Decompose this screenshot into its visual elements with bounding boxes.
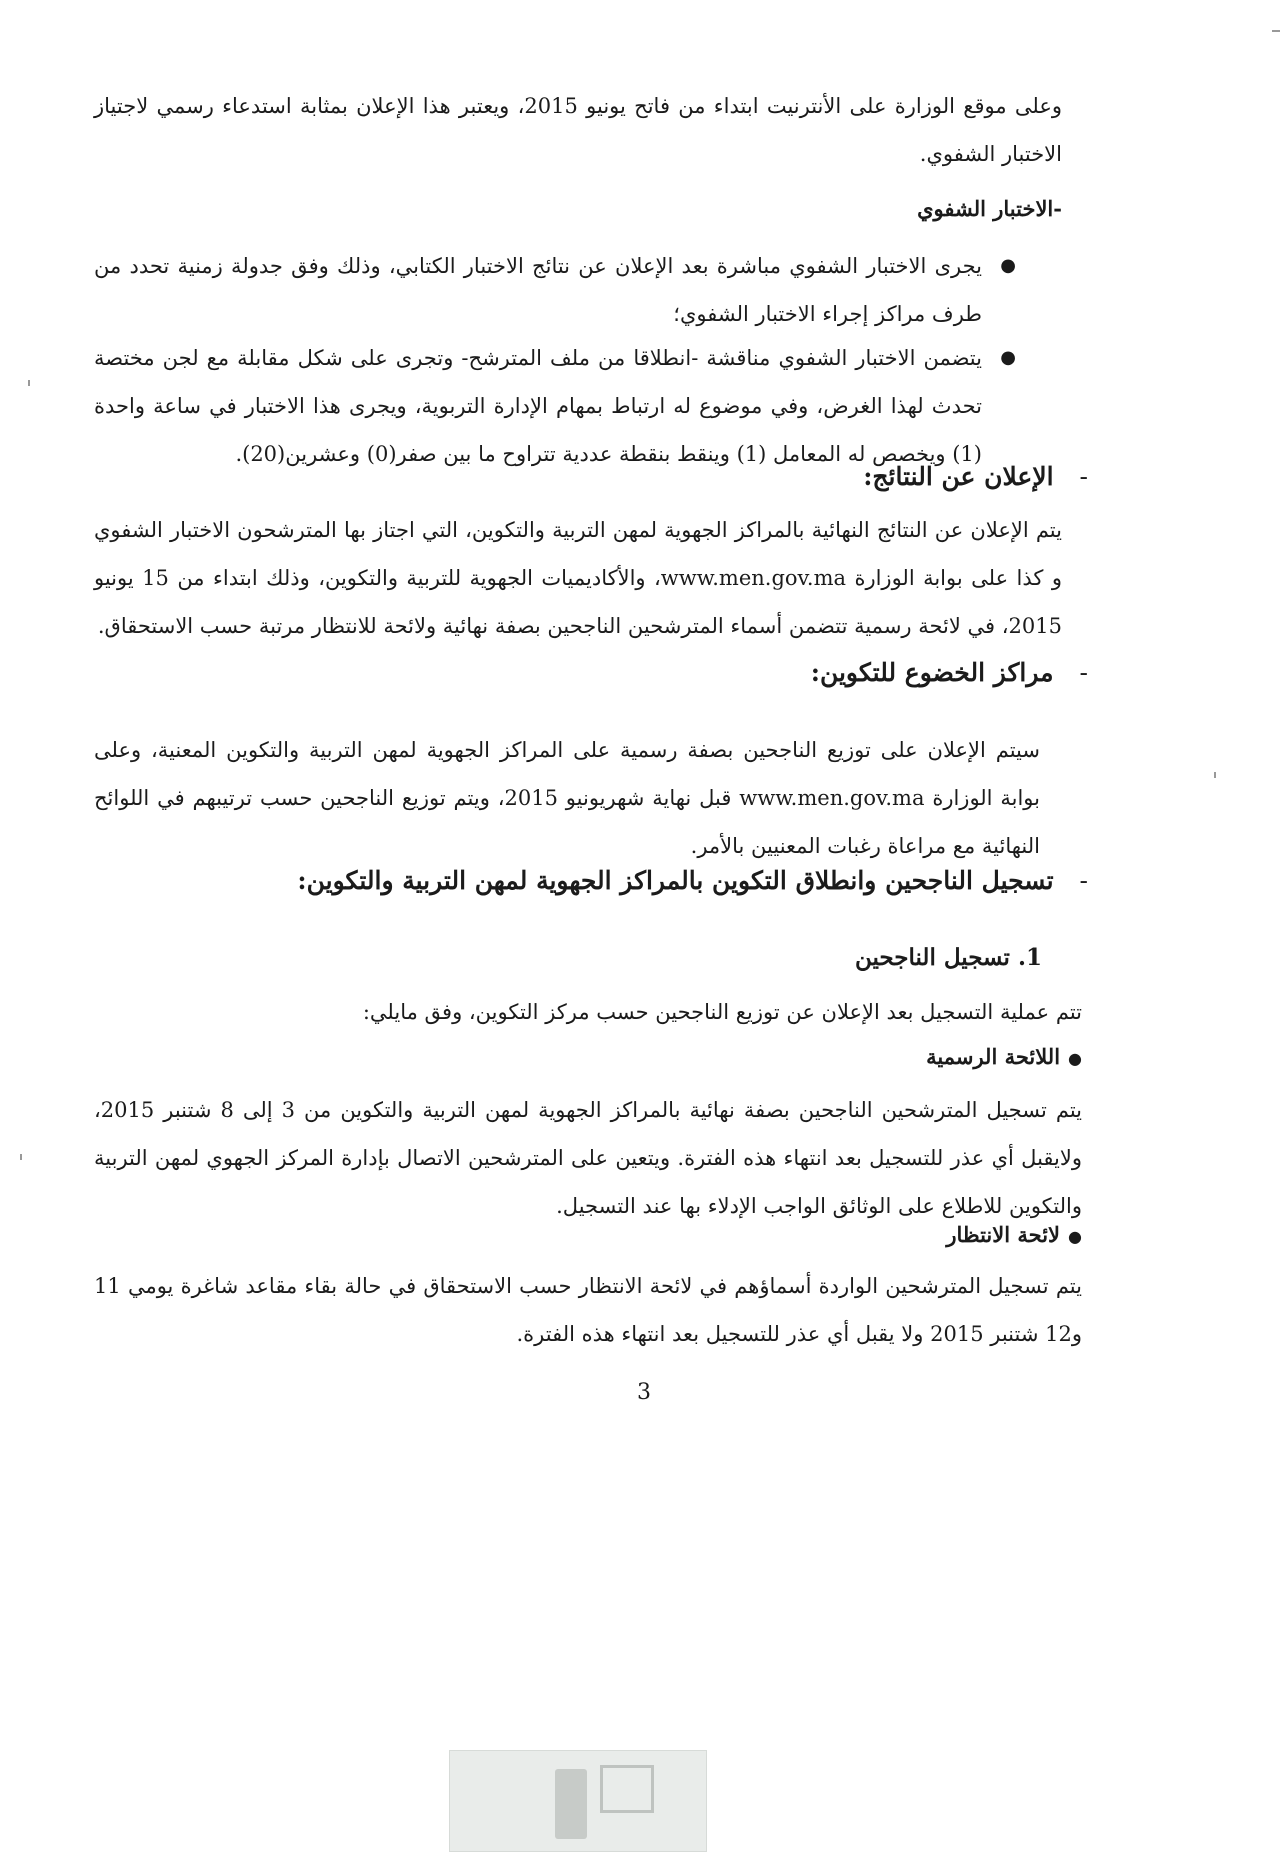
registration-subheading: 1. تسجيل الناجحين [854, 944, 1042, 971]
bullet-icon: ● [1068, 1227, 1082, 1246]
oral-exam-heading: -الاختبار الشفوي [917, 196, 1062, 221]
centers-heading [811, 658, 1088, 687]
official-list-title: اللائحة الرسمية [926, 1044, 1061, 1069]
scan-speck [28, 380, 30, 386]
results-paragraph: يتم الإعلان عن النتائج النهائية بالمراكز الجهوية لمهن التربية والتكوين، التي اجتاز بها المترشحون الاختبار الشفوي و كذا على بوابة الوزارة www.men.gov.ma، والأكاديميات الجهوية للتربية والتكوين، وذلك ابتداء من 15 يونيو 2015، في لائحة رسمية تتضمن أسماء المترشحين الناجحين بصفة نهائية ولائحة للانتظار مرتبة حسب الاستحقاق. [94, 518, 1062, 638]
bullet-icon: ● [1000, 347, 1016, 368]
scan-speck [20, 1154, 22, 1160]
results-title: الإعلان عن النتائج: [863, 462, 1054, 491]
waiting-list-title: لائحة الانتظار [946, 1222, 1061, 1247]
waiting-list-heading [946, 1222, 1082, 1247]
centers-title: مراكز الخضوع للتكوين: [810, 658, 1054, 687]
watermark-bar [555, 1769, 587, 1839]
oral-bullet-1 [94, 242, 1016, 338]
results-dash: - [1079, 462, 1088, 491]
scan-speck [1214, 772, 1216, 778]
intro-paragraph: وعلى موقع الوزارة على الأنترنيت ابتداء من فاتح يونيو 2015، ويعتبر هذا الإعلان بمثابة استدعاء رسمي لاجتياز الاختبار الشفوي. [94, 94, 1063, 166]
scan-watermark-stamp [449, 1750, 707, 1852]
page-number: 3 [637, 1380, 651, 1405]
scan-speck [1272, 30, 1280, 32]
bullet-icon: ● [1068, 1049, 1082, 1068]
registration-intro: تتم عملية التسجيل بعد الإعلان عن توزيع الناجحين حسب مركز التكوين، وفق مايلي: [362, 1000, 1082, 1024]
registration-title: تسجيل الناجحين وانطلاق التكوين بالمراكز الجهوية لمهن التربية والتكوين: [297, 866, 1054, 895]
oral-bullet-1-text: يجرى الاختبار الشفوي مباشرة بعد الإعلان عن نتائج الاختبار الكتابي، وذلك وفق جدولة زمنية تحدد من طرف مراكز إجراء الاختبار الشفوي؛ [94, 254, 982, 326]
centers-paragraph: سيتم الإعلان على توزيع الناجحين بصفة رسمية على المراكز الجهوية لمهن التربية والتكوين المعنية، وعلى بوابة الوزارة www.men.gov.ma قبل نهاية شهريونيو 2015، ويتم توزيع الناجحين حسب ترتيبهم في اللوائح النهائية مع مراعاة رغبات المعنيين بالأمر. [94, 738, 1041, 858]
watermark-frame [600, 1765, 654, 1813]
registration-heading [297, 866, 1088, 895]
results-heading [863, 462, 1088, 491]
centers-dash: - [1079, 658, 1088, 687]
waiting-list-paragraph: يتم تسجيل المترشحين الواردة أسماؤهم في لائحة الانتظار حسب الاستحقاق في حالة بقاء مقاعد شاغرة يومي 11 و12 شتنبر 2015 ولا يقبل أي عذر للتسجيل بعد انتهاء هذه الفترة. [94, 1274, 1082, 1346]
oral-bullet-2 [94, 334, 1016, 478]
official-list-heading [926, 1044, 1082, 1069]
registration-dash: - [1079, 866, 1088, 895]
official-list-paragraph: يتم تسجيل المترشحين الناجحين بصفة نهائية بالمراكز الجهوية لمهن التربية والتكوين من 3 إلى 8 شتنبر 2015، ولايقبل أي عذر للتسجيل بعد انتهاء هذه الفترة. ويتعين على المترشحين الاتصال بإدارة المركز الجهوي لمهن التربية والتكوين للاطلاع على الوثائق الواجب الإدلاء بها عند التسجيل. [94, 1098, 1082, 1218]
oral-bullet-2-text: يتضمن الاختبار الشفوي مناقشة -انطلاقا من ملف المترشح- وتجرى على شكل مقابلة مع لجن مختصة تحدث لهذا الغرض، وفي موضوع له ارتباط بمهام الإدارة التربوية، ويجرى هذا الاختبار في ساعة واحدة (1) ويخصص له المعامل (1) وينقط بنقطة عددية تتراوح ما بين صفر(0) وعشرين(20). [94, 346, 982, 466]
bullet-icon: ● [1000, 255, 1016, 276]
